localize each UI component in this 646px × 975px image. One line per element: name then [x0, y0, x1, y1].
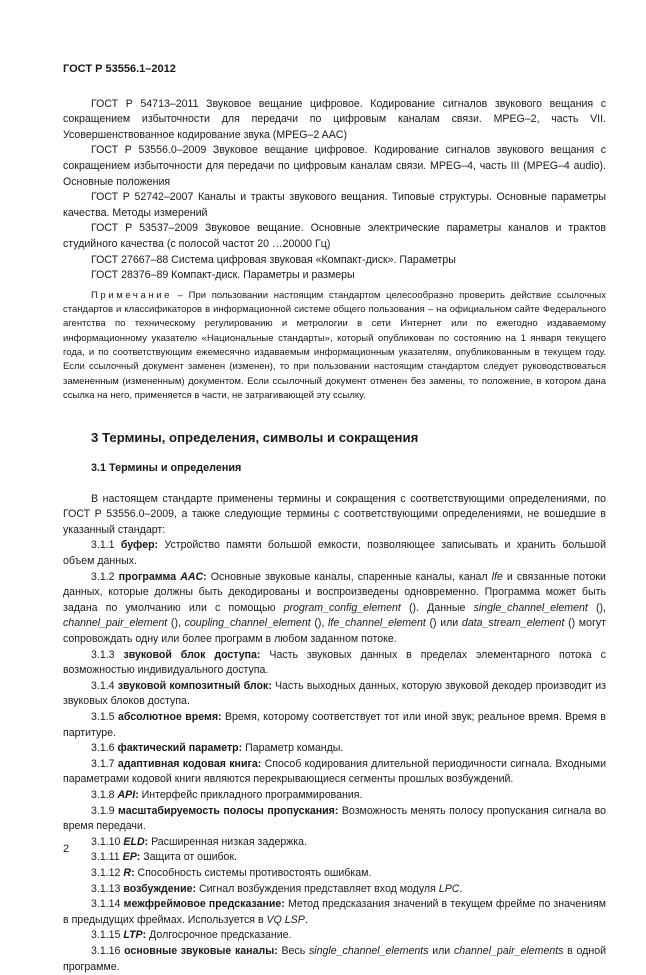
term-name: ELD: [123, 835, 149, 848]
term-number: 3.1.10 [91, 835, 124, 848]
term-definition: (). Данные [400, 601, 474, 614]
reference-item: ГОСТ 28376–89 Компакт-диск. Параметры и размеры [91, 269, 355, 282]
term-definition: Часть выходных данных, которую звуковой декодер производит из звуковых блоков доступа. [63, 679, 606, 708]
reference-item: ГОСТ Р 53537–2009 Звуковое вещание. Основные электрические параметры каналов и трактов студийного качества (с полосой частот 20 …20000 Гц) [63, 222, 606, 250]
term-definition: (), [167, 617, 185, 630]
term-definition: coupling_channel_element [184, 617, 311, 630]
term-number: 3.1.12 [91, 866, 124, 879]
term-entry [63, 835, 606, 851]
term-entry [63, 648, 606, 679]
term-name: абсолютное время: [117, 711, 222, 723]
term-definition: (), [587, 601, 606, 614]
term-definition: data_stream_element [461, 617, 565, 630]
term-definition: Интерфейс прикладного программирования. [138, 788, 363, 801]
term-number: 3.1.6 [91, 742, 118, 755]
term-name: API: [117, 788, 139, 801]
term-number: 3.1.4 [91, 679, 118, 692]
term-definition: Основные звуковые каналы, спаренные каналы, канал [206, 570, 492, 583]
term-number: 3.1.11 [91, 851, 123, 864]
term-entry [63, 679, 606, 710]
term-entry [63, 804, 606, 835]
term-definition: program_config_element [283, 601, 401, 614]
term-entry [63, 882, 606, 898]
term-definition: single_channel_elements [308, 944, 429, 957]
term-entry [63, 928, 606, 944]
references-list [63, 97, 606, 284]
term-definition: single_channel_element [473, 601, 588, 614]
term-name: буфер: [120, 539, 159, 552]
note-label: Примечание [91, 289, 172, 301]
reference-item: ГОСТ Р 54713–2011 Звуковое вещание цифровое. Кодирование сигналов звукового вещания с сокращением избыточности для передачи по цифровым каналам связи. MPEG–2, часть VII. Усовершенствованное кодирование звука (MPEG–2 AAC) [63, 97, 606, 141]
term-entry [63, 866, 606, 882]
section-intro: В настоящем стандарте применены термины и сокращения с соответствующими определениями, по ГОСТ Р 53556.0–2009, а также следующие термины с соответствующими определениями, не вошедшие в указанный стандарт: [63, 492, 606, 536]
term-number: 3.1.3 [91, 648, 124, 661]
term-definition: LPC [438, 882, 460, 895]
term-definition: Защита от ошибок. [140, 851, 238, 864]
term-definition: Весь [277, 944, 309, 957]
term-number: 3.1.13 [91, 882, 124, 895]
term-name: LTP: [123, 929, 147, 942]
term-name: возбуждение: [123, 882, 196, 895]
term-entry [63, 538, 606, 569]
term-entry [63, 788, 606, 804]
term-entry [63, 944, 606, 975]
note-paragraph [63, 289, 606, 403]
reference-item: ГОСТ Р 52742–2007 Каналы и тракты звукового вещания. Типовые структуры. Основные параметры качества. Методы измерений [63, 191, 606, 219]
reference-item: ГОСТ Р 53556.0–2009 Звуковое вещание цифровое. Кодирование сигналов звукового вещания с сокращением избыточности для передачи по цифровым каналам связи. MPEG–4, часть III (MPEG–4 audio). Основные положения [63, 144, 606, 188]
subsection-title: 3.1 Термины и определения [91, 462, 242, 475]
term-name: основные звуковые каналы: [124, 944, 278, 957]
term-name: R: [123, 866, 135, 879]
term-definition: Метод предсказания значений в текущем фрейме по значениям в предыдущих фреймах. Используется в [63, 898, 606, 926]
term-definition: Возможность менять полосу пропускания сигнала во время передачи. [63, 804, 606, 833]
term-name: межфреймовое предсказание: [123, 898, 285, 911]
term-entry [63, 757, 606, 788]
term-definition: и связанные потоки данных, которые должны быть декодированы и воспроизведены одновременно. Программа может быть задана по умолчанию или с помощью [63, 570, 606, 614]
term-number: 3.1.15 [91, 929, 124, 942]
term-definition: Время, которому соответствует тот или иной звук; реальное время. Время в партитуре. [63, 711, 606, 739]
term-number: 3.1.7 [91, 757, 118, 770]
term-definition: lfe_channel_element [328, 617, 426, 630]
term-definition: channel_pair_elements [453, 944, 564, 957]
term-definition: () или [425, 617, 462, 630]
term-definition: Расширенная низкая задержка. [148, 835, 308, 848]
term-definition: Параметр команды. [242, 742, 344, 755]
term-definition: Сигнал возбуждения представляет вход модуля [196, 882, 439, 895]
term-number: 3.1.1 [91, 539, 121, 552]
term-definition: lfe [491, 570, 503, 583]
term-name: фактический параметр: [117, 742, 243, 755]
page-number: 2 [63, 843, 70, 855]
term-definition: . [459, 882, 463, 895]
term-number: 3.1.2 [91, 570, 119, 583]
document-header: ГОСТ Р 53556.1–2012 [63, 63, 176, 75]
term-number: 3.1.5 [91, 711, 118, 723]
term-number: 3.1.16 [91, 944, 125, 957]
term-definition: VQ LSP [266, 913, 305, 926]
term-name: программа AAC: [118, 570, 207, 583]
term-definition: в одной программе. [63, 944, 607, 973]
term-entry [63, 570, 606, 648]
term-name: масштабируемость полосы пропускания: [118, 804, 339, 817]
term-entry [63, 710, 606, 741]
term-definition: Способность системы противостоять ошибкам. [134, 866, 372, 879]
term-number: 3.1.8 [91, 788, 118, 801]
term-name: звуковой композитный блок: [117, 679, 272, 692]
terms-list [63, 538, 606, 975]
term-definition: () могут сопровождать одну или более программ в любом заданном потоке. [63, 617, 606, 646]
term-definition: Способ кодирования длительной периодичности сигнала. Входными параметрами кодовой книги являются перекрывающиеся сегменты прошлых возбуждений. [63, 757, 606, 786]
term-definition: Часть звуковых данных в пределах элементарного потока с возможностью индивидуального доступа. [63, 648, 606, 677]
term-name: адаптивная кодовая книга: [117, 757, 262, 770]
note-text: – При пользовании настоящим стандартом целесообразно проверить действие ссылочных стандартов и классификаторов в информационной системе общего пользования – на официальном сайте Федерального агентства по техническому регулированию и метрологии в сети Интернет или по ежегодно издаваемому информационному указателю «Национальные стандарты», который опубликован по состоянию на 1 января текущего года, и по соответствующим ежемесячно издаваемым информационным указателям, опубликованным в текущем году. Если ссылочный документ заменен (изменен), то при пользовании настоящим стандартом следует руководствоваться замененным (измененным) документом. Если ссылочный документ отменен без замены, то положение, в котором дана ссылка на него, применяется в части, не затрагивающей эту ссылку. [63, 289, 606, 401]
term-name: звуковой блок доступа: [123, 648, 261, 661]
term-definition: Устройство памяти большой емкости, позволяющее записывать и хранить большой объем данных. [63, 539, 606, 568]
term-definition: Долгосрочное предсказание. [146, 929, 292, 942]
term-number: 3.1.9 [91, 804, 119, 817]
term-definition: . [304, 913, 308, 926]
section-title: 3 Термины, определения, символы и сокращения [91, 430, 419, 446]
term-entry [63, 850, 606, 866]
reference-item: ГОСТ 27667–88 Система цифровая звуковая «Компакт-диск». Параметры [91, 253, 456, 266]
term-definition: или [428, 944, 454, 957]
term-entry [63, 741, 606, 757]
term-definition: (), [310, 617, 329, 630]
term-definition: channel_pair_element [63, 617, 168, 630]
term-name: EP: [122, 851, 141, 864]
term-number: 3.1.14 [91, 898, 124, 911]
